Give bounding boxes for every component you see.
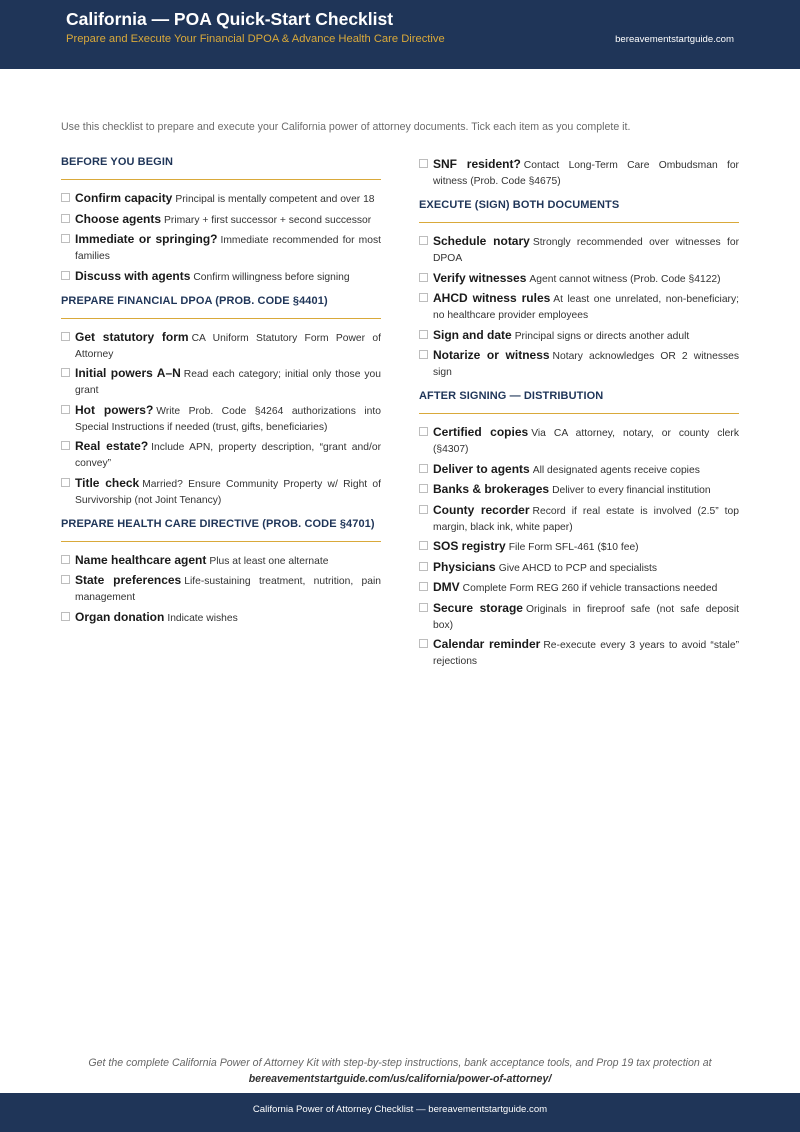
header bbox=[0, 0, 800, 69]
intro-text: Use this checklist to prepare and execute your California power of attorney documents. Tick each item as you complete it. bbox=[61, 121, 631, 133]
checkbox[interactable] bbox=[61, 441, 70, 450]
checkbox[interactable] bbox=[419, 350, 428, 359]
item-text: Via CA attorney, notary, or county clerk (§4307) bbox=[433, 428, 739, 455]
item-text: Confirm willingness before signing bbox=[193, 271, 350, 283]
checklist-item[interactable] bbox=[419, 579, 739, 597]
footer-bar: California Power of Attorney Checklist — bereavementstartguide.com bbox=[0, 1093, 800, 1132]
item-text: Complete Form REG 260 if vehicle transactions needed bbox=[462, 583, 718, 594]
item-label: Schedule notary bbox=[433, 234, 530, 248]
item-label: Discuss with agents bbox=[75, 268, 191, 283]
checkbox[interactable] bbox=[61, 555, 70, 564]
item-text: Strongly recommended over witnesses for DPOA bbox=[433, 237, 739, 264]
section-title: PREPARE FINANCIAL DPOA (PROB. CODE §4401) bbox=[61, 294, 328, 307]
checklist-section bbox=[419, 199, 739, 381]
item-text: Give AHCD to PCP and specialists bbox=[498, 562, 658, 574]
checklist-item[interactable] bbox=[61, 268, 381, 286]
checklist-item[interactable] bbox=[419, 233, 739, 267]
footer-note bbox=[40, 1055, 760, 1087]
item-text: CA Uniform Statutory Form Power of Attorney bbox=[75, 332, 381, 360]
item-label: Title check bbox=[75, 475, 140, 490]
page-subtitle: Prepare and Execute Your Financial DPOA & Advance Health Care Directive bbox=[66, 33, 445, 45]
footer-note-text: Get the complete California Power of Attorney Kit with step-by-step instructions, bank acceptance tools, and Prop 19 tax protection at bbox=[88, 1057, 712, 1069]
item-label: Deliver to agents bbox=[433, 461, 530, 476]
checkbox[interactable] bbox=[61, 271, 70, 280]
checklist-item[interactable] bbox=[61, 609, 381, 627]
checkbox[interactable] bbox=[61, 193, 70, 202]
section-divider bbox=[419, 222, 739, 223]
footer-url[interactable]: bereavementstartguide.com/us/california/power-of-attorney/ bbox=[248, 1073, 552, 1085]
checklist-item[interactable] bbox=[61, 329, 381, 363]
item-label: Organ donation bbox=[75, 609, 165, 624]
item-label: AHCD witness rules bbox=[433, 291, 551, 305]
item-label: Notarize or witness bbox=[433, 348, 550, 362]
item-text: Primary + first successor + second successor bbox=[164, 214, 372, 226]
item-text: Agent cannot witness (Prob. Code §4122) bbox=[529, 273, 721, 285]
item-text: Immediate recommended for most families bbox=[75, 235, 381, 262]
checklist-item[interactable] bbox=[61, 572, 381, 606]
checklist-item[interactable] bbox=[61, 211, 381, 229]
checklist-item[interactable] bbox=[419, 636, 739, 670]
checklist-item[interactable] bbox=[419, 502, 739, 536]
section-title: PREPARE HEALTH CARE DIRECTIVE (PROB. CODE §4701) bbox=[61, 517, 375, 530]
item-label: Calendar reminder bbox=[433, 637, 541, 651]
item-label: Hot powers? bbox=[75, 402, 154, 417]
item-label: County recorder bbox=[433, 502, 530, 517]
section-divider bbox=[419, 413, 739, 414]
checklist-item[interactable] bbox=[419, 270, 739, 288]
item-label: Immediate or springing? bbox=[75, 232, 218, 246]
right-column bbox=[419, 156, 739, 679]
checkbox[interactable] bbox=[61, 575, 70, 584]
item-label: Real estate? bbox=[75, 439, 149, 453]
checkbox[interactable] bbox=[419, 541, 428, 550]
checkbox[interactable] bbox=[419, 603, 428, 612]
item-label: Sign and date bbox=[433, 327, 512, 342]
checkbox[interactable] bbox=[419, 236, 428, 245]
item-label: Physicians bbox=[433, 559, 496, 574]
checklist-section bbox=[61, 518, 381, 627]
checkbox[interactable] bbox=[61, 332, 70, 341]
item-label: SNF resident? bbox=[433, 157, 521, 171]
checklist-item[interactable] bbox=[419, 461, 739, 479]
section-divider bbox=[61, 541, 381, 542]
checkbox[interactable] bbox=[419, 562, 428, 571]
checklist-item[interactable] bbox=[419, 559, 739, 577]
section-divider bbox=[61, 318, 381, 319]
section-title: AFTER SIGNING — DISTRIBUTION bbox=[419, 390, 604, 402]
item-text: File Form SFL-461 ($10 fee) bbox=[508, 542, 639, 553]
item-text: Life-sustaining treatment, nutrition, pain management bbox=[75, 576, 382, 603]
item-label: SOS registry bbox=[433, 539, 506, 553]
header-site: bereavementstartguide.com bbox=[615, 34, 734, 45]
item-label: Get statutory form bbox=[75, 329, 189, 344]
checkbox[interactable] bbox=[61, 368, 70, 377]
checklist-item[interactable] bbox=[61, 402, 381, 436]
checkbox[interactable] bbox=[61, 612, 70, 621]
checklist-section-continued bbox=[419, 156, 739, 190]
checklist-item[interactable] bbox=[419, 600, 739, 634]
item-label: Secure storage bbox=[433, 600, 523, 615]
item-text: Re-execute every 3 years to avoid “stale” rejections bbox=[433, 640, 739, 667]
item-text: At least one unrelated, non-beneficiary; no healthcare provider employees bbox=[433, 294, 739, 321]
checklist-item[interactable] bbox=[419, 290, 739, 324]
item-text: All designated agents receive copies bbox=[532, 464, 700, 476]
item-text: Indicate wishes bbox=[167, 612, 238, 624]
checkbox[interactable] bbox=[419, 427, 428, 436]
checklist-item[interactable] bbox=[419, 538, 739, 556]
checkbox[interactable] bbox=[419, 464, 428, 473]
checklist-item[interactable] bbox=[419, 424, 739, 458]
item-label: Banks & brokerages bbox=[433, 482, 550, 496]
item-text: Married? Ensure Community Property w/ Right of Survivorship (not Joint Tenancy) bbox=[75, 478, 382, 506]
checkbox[interactable] bbox=[61, 405, 70, 414]
checklist-item[interactable] bbox=[61, 365, 381, 399]
checklist-item[interactable] bbox=[419, 156, 739, 190]
item-text: Write Prob. Code §4264 authorizations into Special Instructions if needed (trust, gifts, beneficiaries) bbox=[75, 405, 382, 433]
checklist-item[interactable] bbox=[61, 438, 381, 472]
item-label: Choose agents bbox=[75, 211, 162, 226]
checklist-item[interactable] bbox=[61, 552, 381, 570]
checklist-item[interactable] bbox=[61, 190, 381, 208]
item-text: Principal signs or directs another adult bbox=[514, 330, 690, 342]
left-column bbox=[61, 156, 381, 636]
item-label: Certified copies bbox=[433, 425, 529, 439]
checklist-item[interactable] bbox=[419, 481, 739, 499]
checklist-section bbox=[61, 295, 381, 509]
item-text: Contact Long-Term Care Ombudsman for witness (Prob. Code §4675) bbox=[433, 160, 739, 187]
section-title: EXECUTE (SIGN) BOTH DOCUMENTS bbox=[419, 199, 620, 211]
item-label: Name healthcare agent bbox=[75, 552, 207, 567]
checklist-item[interactable] bbox=[419, 347, 739, 381]
item-text: Plus at least one alternate bbox=[209, 555, 329, 567]
checkbox[interactable] bbox=[419, 639, 428, 648]
section-title: BEFORE YOU BEGIN bbox=[61, 156, 174, 168]
item-text: Include APN, property description, “grant and/or convey” bbox=[75, 442, 381, 469]
item-label: Initial powers A–N bbox=[75, 366, 181, 380]
checkbox[interactable] bbox=[61, 478, 70, 487]
checklist-section bbox=[61, 156, 381, 286]
checkbox[interactable] bbox=[419, 582, 428, 591]
checklist-item[interactable] bbox=[61, 231, 381, 265]
checkbox[interactable] bbox=[419, 159, 428, 168]
item-text: Record if real estate is involved (2.5” top margin, black ink, white paper) bbox=[433, 505, 739, 533]
section-divider bbox=[61, 179, 381, 180]
item-label: Confirm capacity bbox=[75, 191, 173, 205]
checklist-item[interactable] bbox=[61, 475, 381, 509]
item-label: Verify witnesses bbox=[433, 270, 527, 285]
checklist-section bbox=[419, 390, 739, 670]
checkbox[interactable] bbox=[419, 505, 428, 514]
checkbox[interactable] bbox=[419, 330, 428, 339]
item-text: Principal is mentally competent and over 18 bbox=[175, 194, 375, 205]
checkbox[interactable] bbox=[61, 234, 70, 243]
item-text: Originals in fireproof safe (not safe deposit box) bbox=[433, 603, 739, 631]
item-label: State preferences bbox=[75, 573, 182, 587]
item-label: DMV bbox=[433, 580, 460, 594]
checklist-item[interactable] bbox=[419, 327, 739, 345]
page-title: California — POA Quick-Start Checklist bbox=[66, 9, 394, 29]
item-text: Deliver to every financial institution bbox=[552, 485, 711, 496]
checkbox[interactable] bbox=[419, 293, 428, 302]
checkbox[interactable] bbox=[419, 484, 428, 493]
checkbox[interactable] bbox=[419, 273, 428, 282]
checkbox[interactable] bbox=[61, 214, 70, 223]
item-text: Notary acknowledges OR 2 witnesses sign bbox=[433, 351, 739, 378]
item-text: Read each category; initial only those you grant bbox=[75, 369, 381, 396]
